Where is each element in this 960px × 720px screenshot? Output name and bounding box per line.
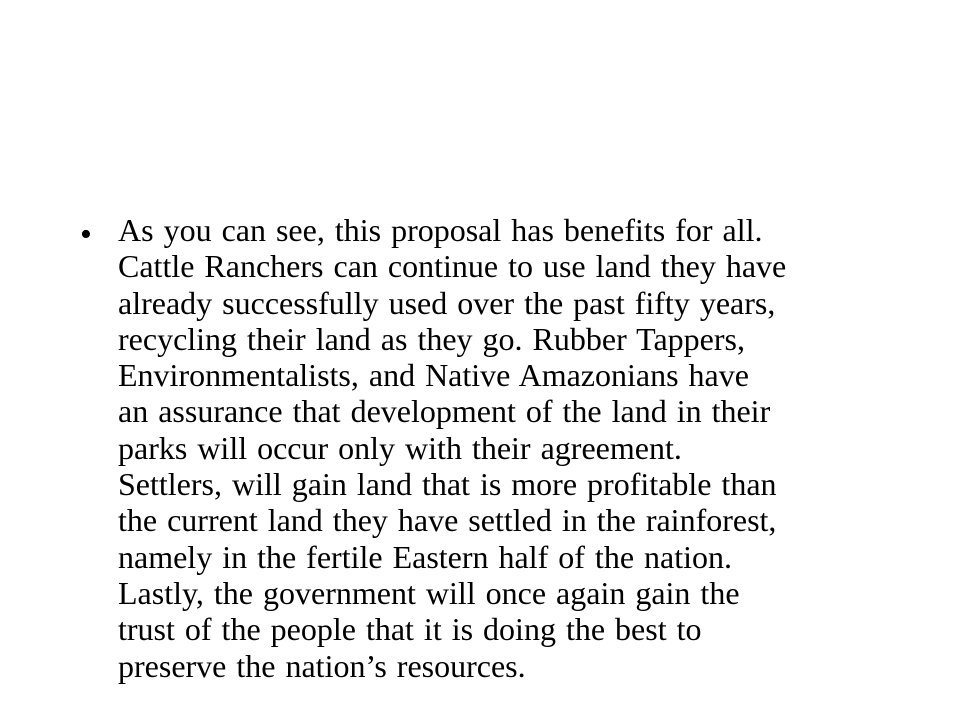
paragraph-line: recycling their land as they go. Rubber Tappers, (118, 320, 745, 357)
paragraph-line: Environmentalists, and Native Amazonians have (118, 357, 749, 394)
paragraph-line: trust of the people that it is doing the best to (118, 611, 702, 648)
paragraph-line: preserve the nation’s resources. (118, 647, 526, 684)
paragraph-line: Settlers, will gain land that is more profitable than (118, 466, 777, 503)
paragraph-line: Lastly, the government will once again gain the (118, 574, 740, 611)
paragraph-line: an assurance that development of the land in their (118, 393, 771, 430)
bullet-paragraph (118, 212, 908, 684)
paragraph-line: namely in the fertile Eastern half of the nation. (118, 538, 732, 575)
paragraph-line: parks will occur only with their agreement. (118, 429, 682, 466)
paragraph-line: As you can see, this proposal has benefits for all. (118, 212, 763, 248)
paragraph-line: already successfully used over the past fifty years, (118, 284, 776, 321)
paragraph-line: Cattle Ranchers can continue to use land they have (118, 248, 787, 285)
paragraph-line: the current land they have settled in the rainforest, (118, 502, 777, 539)
bullet-point-icon: • (80, 216, 92, 253)
